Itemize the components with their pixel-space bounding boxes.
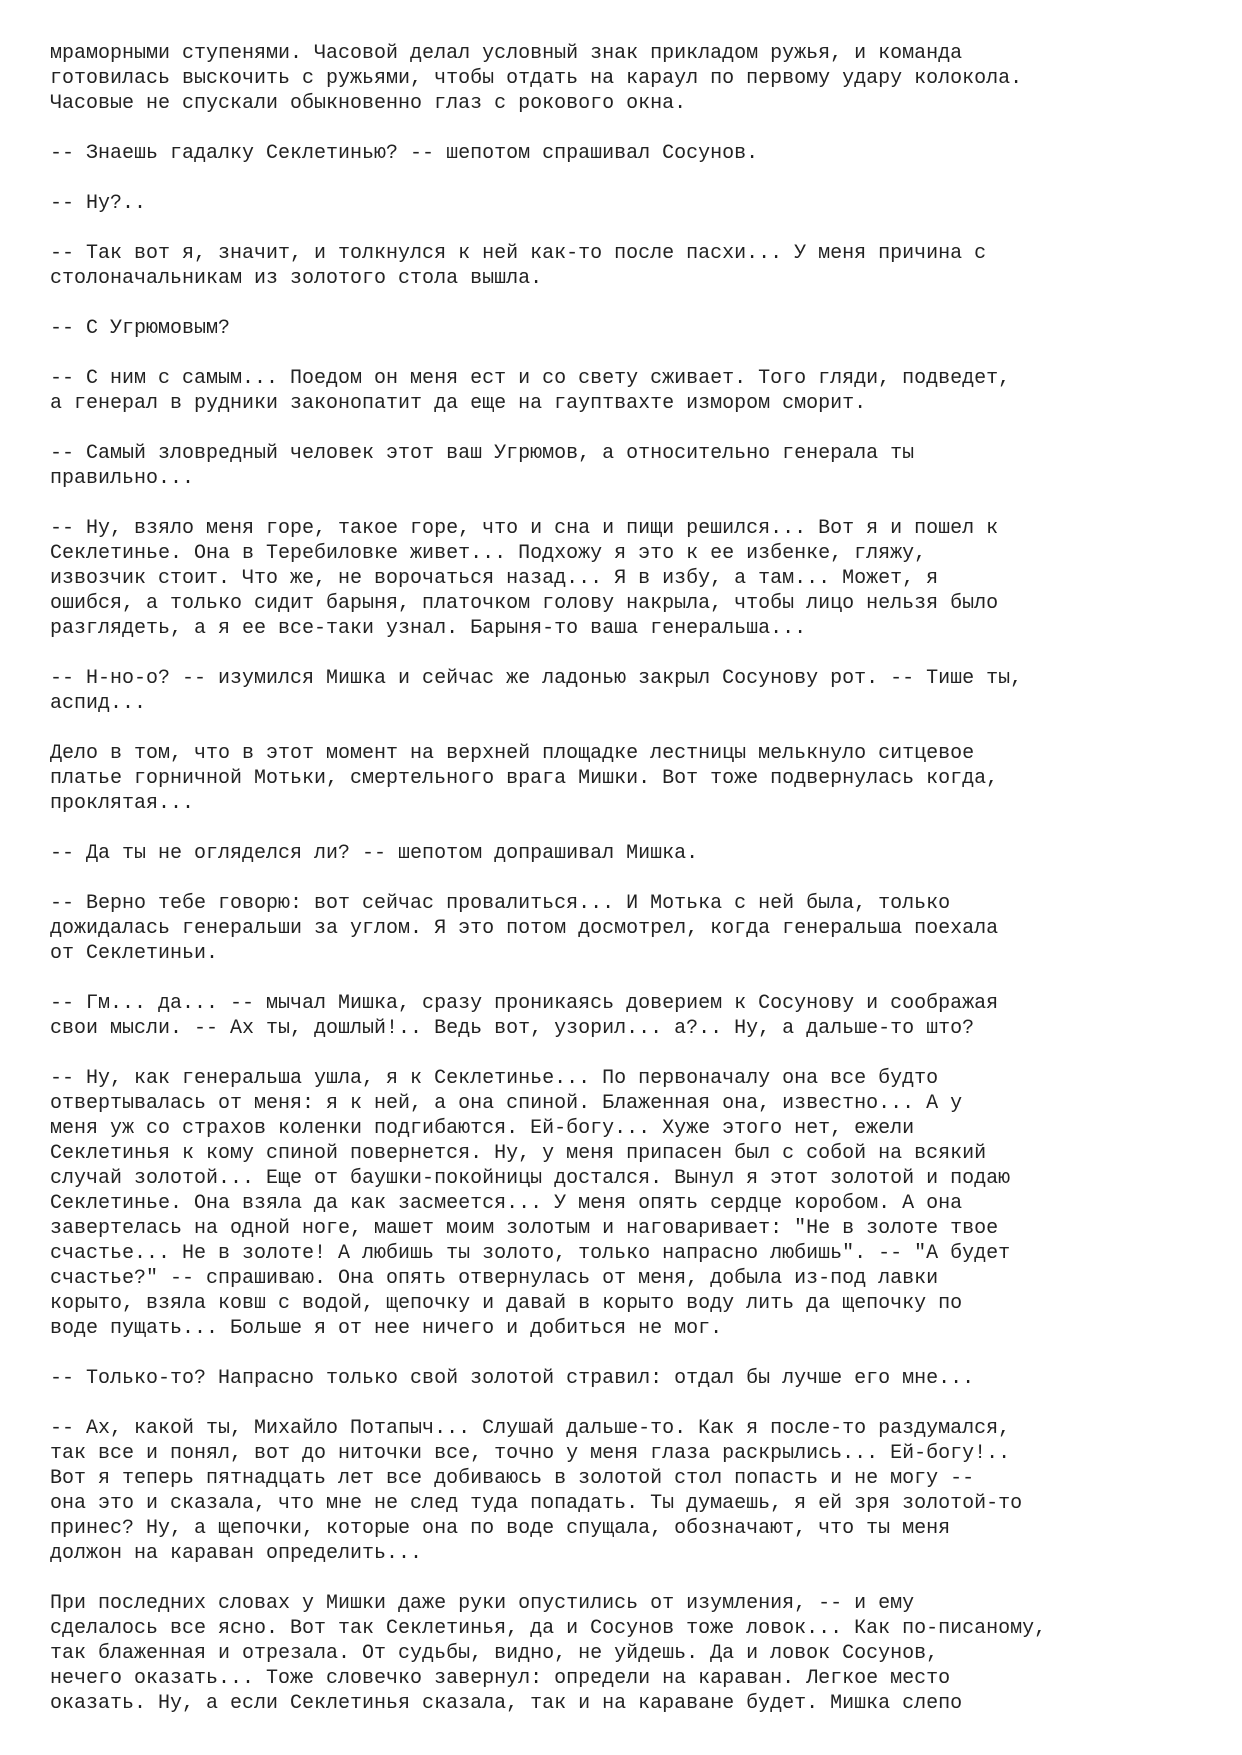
text-line: При последних словах у Мишки даже руки опустились от изумления, -- и ему — [50, 1592, 915, 1615]
text-line: Секлетинья к кому спиной повернется. Ну, у меня припасен был с собой на всякий — [50, 1142, 987, 1165]
text-line: Секлетинье. Она в Теребиловке живет... Подхожу я это к ее избенке, гляжу, — [50, 542, 927, 565]
text-line: готовилась выскочить с ружьями, чтобы отдать на караул по первому удару колокола. — [50, 67, 1023, 90]
text-line: воде пущать... Больше я от нее ничего и добиться не мог. — [50, 1317, 723, 1340]
text-line: нечего оказать... Тоже словечко завернул: определи на караван. Легкое место — [50, 1667, 951, 1690]
paragraph — [50, 1066, 1212, 1341]
paragraph — [50, 191, 1212, 216]
paragraph — [50, 1591, 1212, 1716]
paragraph — [50, 1366, 1212, 1391]
text-line: -- Гм... да... -- мычал Мишка, сразу проникаясь доверием к Сосунову и соображая — [50, 992, 999, 1015]
text-line: Секлетинье. Она взяла да как засмеется... У меня опять сердце коробом. А она — [50, 1192, 963, 1215]
paragraph — [50, 316, 1212, 341]
paragraph — [50, 441, 1212, 491]
text-line: случай золотой... Еще от баушки-покойницы достался. Вынул я этот золотой и подаю — [50, 1167, 1011, 1190]
paragraph — [50, 366, 1212, 416]
text-line: -- С ним с самым... Поедом он меня ест и со свету сживает. Того гляди, подведет, — [50, 367, 1011, 390]
text-line: Вот я теперь пятнадцать лет все добиваюсь в золотой стол попасть и не могу -- — [50, 1467, 975, 1490]
paragraph — [50, 1416, 1212, 1566]
text-line: правильно... — [50, 467, 195, 490]
text-line: аспид... — [50, 692, 147, 715]
paragraph — [50, 141, 1212, 166]
text-line: сделалось все ясно. Вот так Секлетинья, да и Сосунов тоже ловок... Как по-писаному, — [50, 1617, 1047, 1640]
text-line: корыто, взяла ковш с водой, щепочку и давай в корыто воду лить да щепочку по — [50, 1292, 963, 1315]
paragraph — [50, 891, 1212, 966]
text-line: -- Верно тебе говорю: вот сейчас провалиться... И Мотька с ней была, только — [50, 892, 951, 915]
text-line: -- Ну, взяло меня горе, такое горе, что и сна и пищи решился... Вот я и пошел к — [50, 517, 999, 540]
paragraph — [50, 241, 1212, 291]
text-line: -- Так вот я, значит, и толкнулся к ней как-то после пасхи... У меня причина с — [50, 242, 987, 265]
text-line: так все и понял, вот до ниточки все, точно у меня глаза раскрылись... Ей-богу!.. — [50, 1442, 1011, 1465]
text-line: а генерал в рудники законопатит да еще на гауптвахте измором сморит. — [50, 392, 867, 415]
text-line: -- Самый зловредный человек этот ваш Угрюмов, а относительно генерала ты — [50, 442, 915, 465]
text-line: завертелась на одной ноге, машет моим золотым и наговаривает: "Не в золоте твое — [50, 1217, 999, 1240]
paragraph — [50, 741, 1212, 816]
text-line: оказать. Ну, а если Секлетинья сказала, так и на караване будет. Мишка слепо — [50, 1692, 963, 1715]
paragraph — [50, 516, 1212, 641]
text-line: столоначальникам из золотого стола вышла. — [50, 267, 543, 290]
text-line: отвертывалась от меня: я к ней, а она спиной. Блаженная она, известно... А у — [50, 1092, 963, 1115]
text-line: должон на караван определить... — [50, 1542, 423, 1565]
text-line: от Секлетиньи. — [50, 942, 219, 965]
document-text — [50, 41, 1212, 1716]
text-line: счастье?" -- спрашиваю. Она опять отвернулась от меня, добыла из-под лавки — [50, 1267, 939, 1290]
text-line: Дело в том, что в этот момент на верхней площадке лестницы мелькнуло ситцевое — [50, 742, 975, 765]
text-line: ошибся, а только сидит барыня, платочком голову накрыла, чтобы лицо нельзя было — [50, 592, 999, 615]
text-line: разглядеть, а я ее все-таки узнал. Барыня-то ваша генеральша... — [50, 617, 807, 640]
text-line: счастье... Не в золоте! А любишь ты золото, только напрасно любишь". -- "А будет — [50, 1242, 1011, 1265]
text-line: мраморными ступенями. Часовой делал условный знак прикладом ружья, и команда — [50, 42, 963, 65]
text-line: -- Ах, какой ты, Михайло Потапыч... Слушай дальше-то. Как я после-то раздумался, — [50, 1417, 1011, 1440]
text-line: платье горничной Мотьки, смертельного врага Мишки. Вот тоже подвернулась когда, — [50, 767, 999, 790]
text-line: проклятая... — [50, 792, 195, 815]
paragraph — [50, 841, 1212, 866]
paragraph — [50, 666, 1212, 716]
text-line: извозчик стоит. Что же, не ворочаться назад... Я в избу, а там... Может, я — [50, 567, 939, 590]
text-line: принес? Ну, а щепочки, которые она по воде спущала, обозначают, что ты меня — [50, 1517, 951, 1540]
text-line: так блаженная и отрезала. От судьбы, видно, не уйдешь. Да и ловок Сосунов, — [50, 1642, 939, 1665]
paragraph — [50, 991, 1212, 1041]
text-line: свои мысли. -- Ах ты, дошлый!.. Ведь вот, узорил... а?.. Ну, а дальше-то што? — [50, 1017, 975, 1040]
text-line: -- Только-то? Напрасно только свой золотой стравил: отдал бы лучше его мне... — [50, 1367, 975, 1390]
paragraph — [50, 41, 1212, 116]
text-line: дожидалась генеральши за углом. Я это потом досмотрел, когда генеральша поехала — [50, 917, 999, 940]
text-line: -- С Угрюмовым? — [50, 317, 231, 340]
text-line: -- Ну?.. — [50, 192, 147, 215]
text-line: Часовые не спускали обыкновенно глаз с рокового окна. — [50, 92, 687, 115]
text-line: -- Н-но-о? -- изумился Мишка и сейчас же ладонью закрыл Сосунову рот. -- Тише ты, — [50, 667, 1023, 690]
text-line: -- Знаешь гадалку Секлетинью? -- шепотом спрашивал Сосунов. — [50, 142, 759, 165]
text-line: она это и сказала, что мне не след туда попадать. Ты думаешь, я ей зря золотой-то — [50, 1492, 1023, 1515]
text-line: меня уж со страхов коленки подгибаются. Ей-богу... Хуже этого нет, ежели — [50, 1117, 915, 1140]
text-line: -- Ну, как генеральша ушла, я к Секлетинье... По первоначалу она все будто — [50, 1067, 939, 1090]
text-line: -- Да ты не огляделся ли? -- шепотом допрашивал Мишка. — [50, 842, 699, 865]
